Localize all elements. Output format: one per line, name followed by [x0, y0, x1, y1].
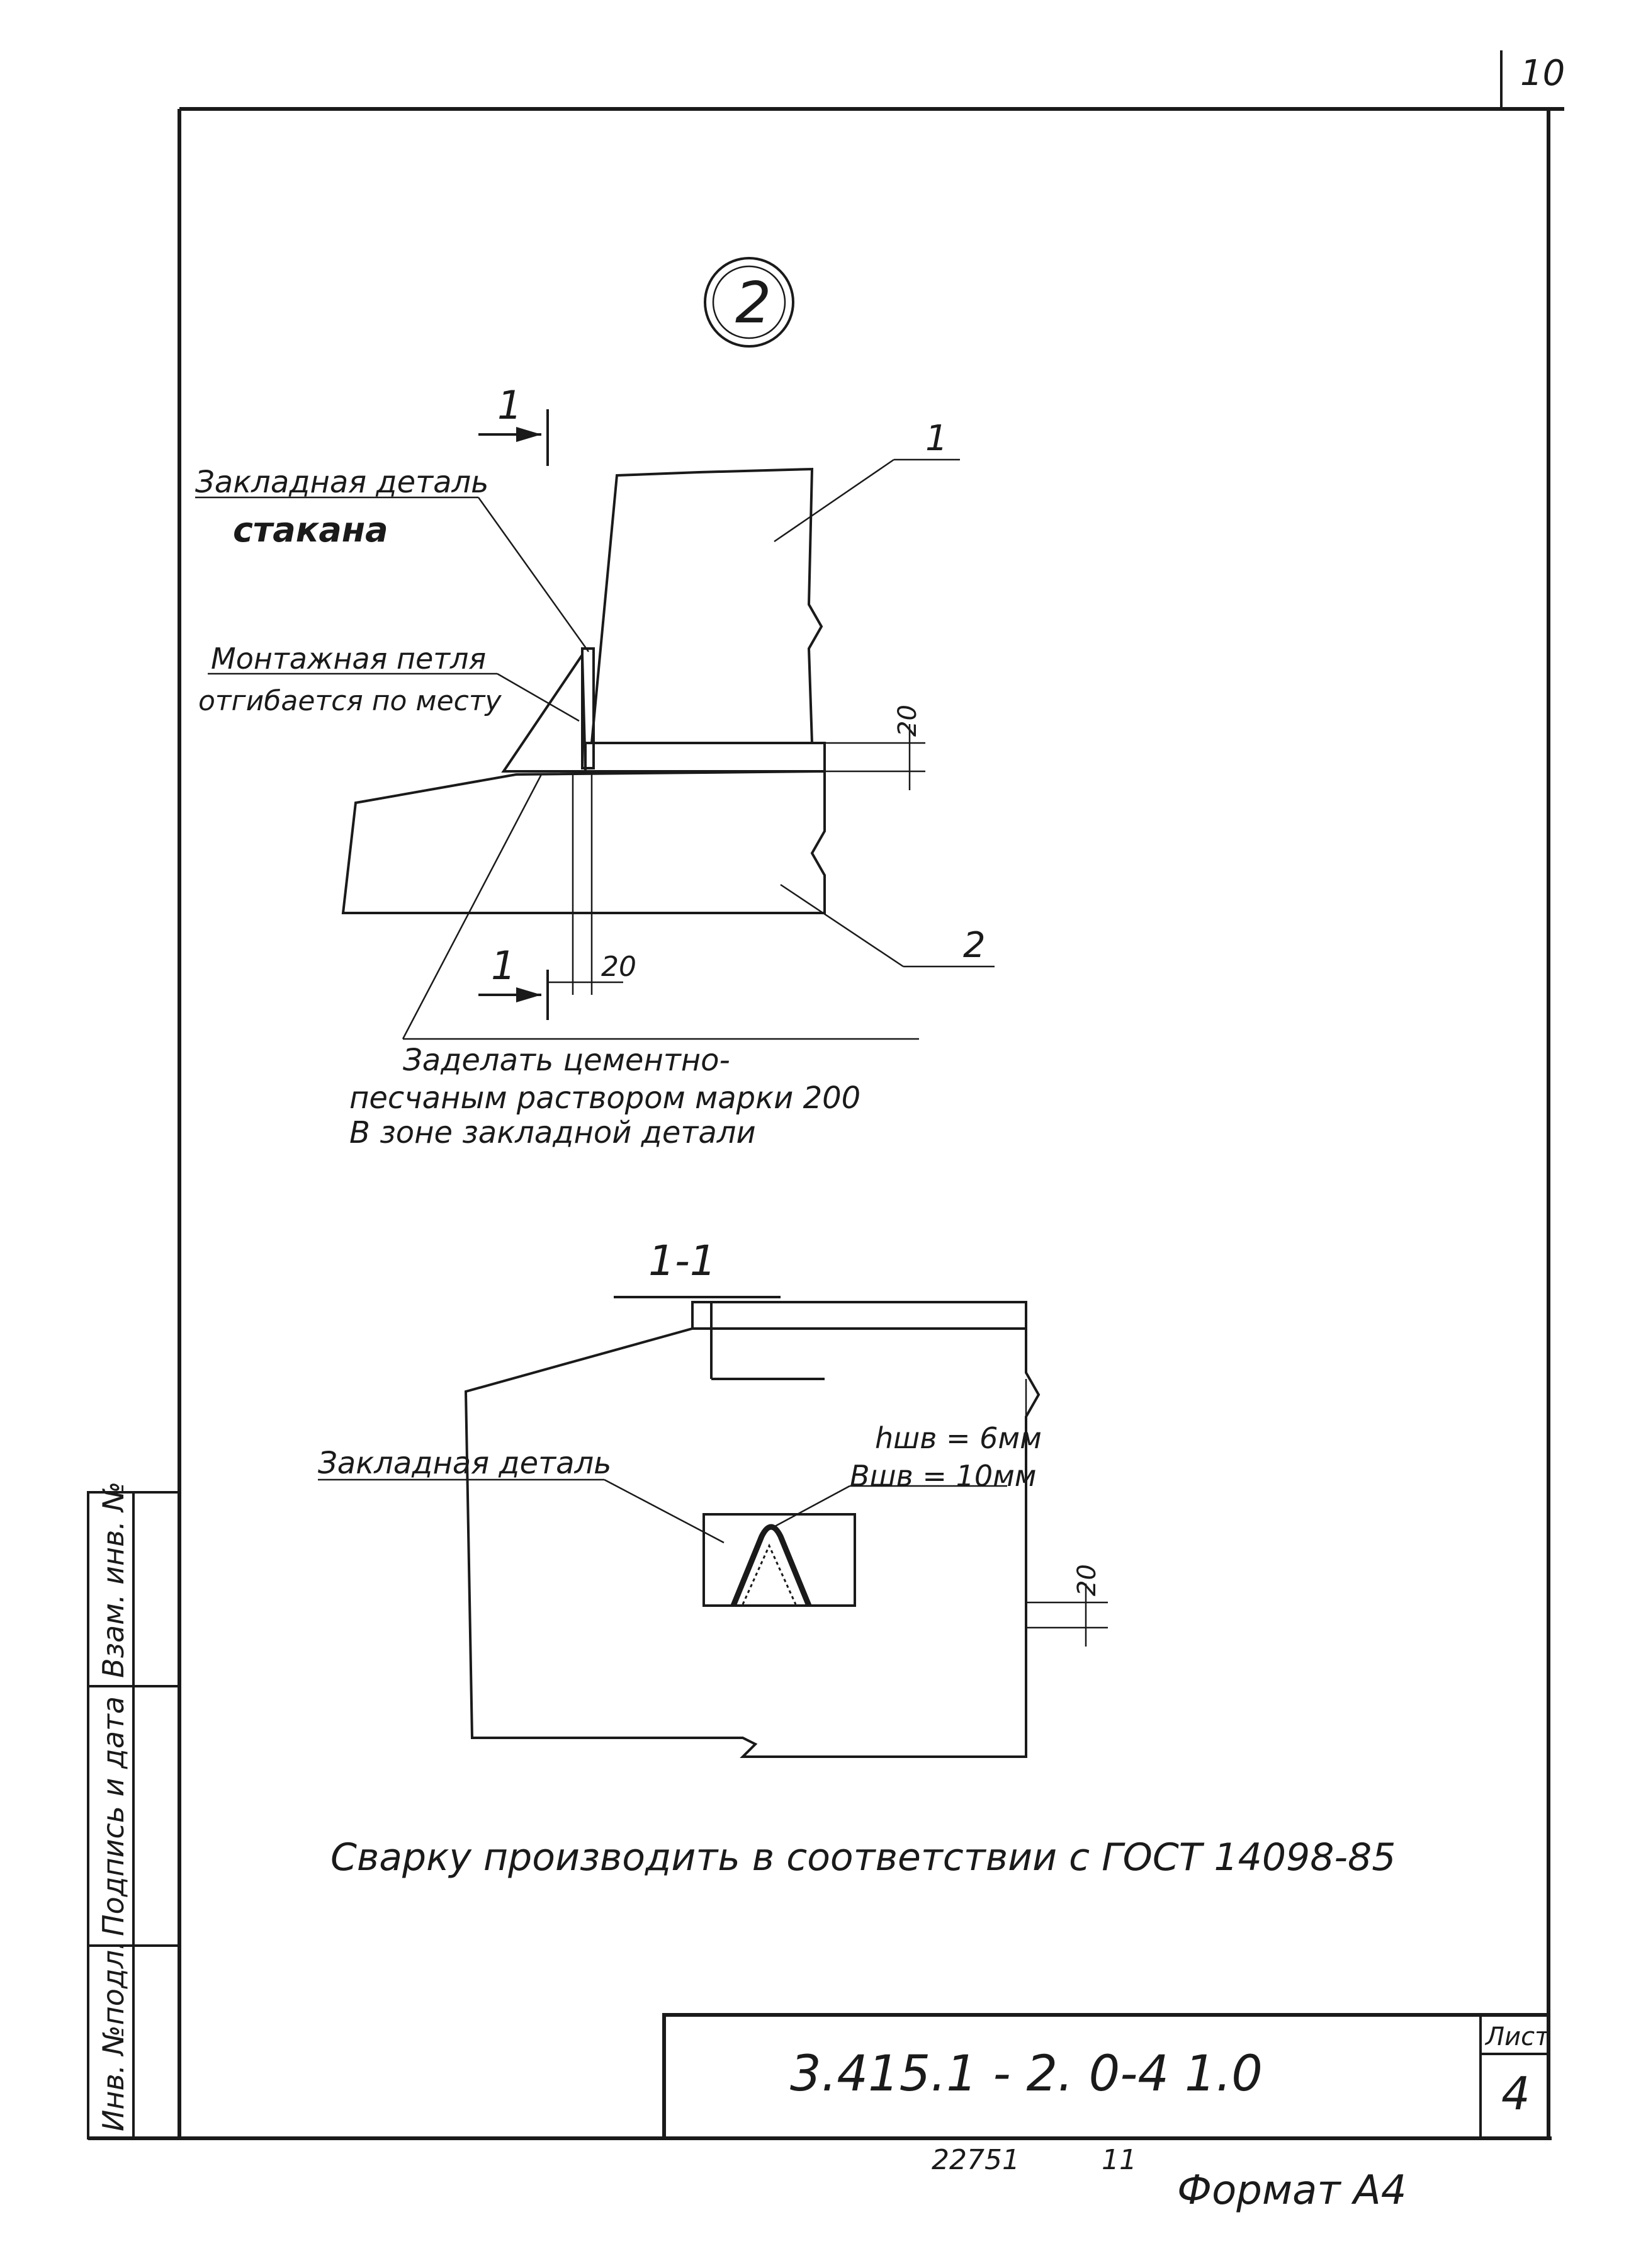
sheet-number: 4 [1501, 2067, 1530, 2120]
label-loop-bend: отгибается по месту [198, 685, 502, 717]
dim-joint-detail: 20 [893, 705, 922, 737]
label-embedded-cup: стакана [233, 510, 388, 550]
bottom-code: 22751 [932, 2144, 1020, 2176]
stamp-inv-orig: Инв. №подл. [96, 1941, 130, 2131]
stamp-sign-date: Подпись и дата [96, 1696, 130, 1936]
label-embedded-part: Закладная деталь [195, 465, 489, 500]
section-mark-top: 1 [497, 382, 522, 428]
label-fill-2: песчаным раствором марки 200 [349, 1080, 861, 1116]
label-fill-1: Заделать цементно- [403, 1043, 730, 1078]
label-pos-1: 1 [925, 418, 948, 459]
weld-height: hшв = 6мм [875, 1421, 1042, 1455]
document-code: 3.415.1 - 2. 0-4 1.0 [790, 2046, 1263, 2102]
page-number: 10 [1520, 53, 1565, 94]
section-mark-bottom: 1 [491, 943, 516, 989]
label-pos-2: 2 [963, 925, 986, 966]
dim-gap: 20 [601, 951, 636, 983]
detail-marker-number: 2 [735, 270, 772, 336]
section-title: 1-1 [648, 1237, 716, 1285]
dim-joint-section: 20 [1073, 1564, 1102, 1596]
detail-drawing [195, 409, 995, 1039]
bottom-count: 11 [1102, 2144, 1137, 2176]
format-label: Формат А4 [1177, 2167, 1407, 2214]
section-embedded-label: Закладная деталь [318, 1446, 612, 1481]
label-loop: Монтажная петля [211, 642, 487, 676]
welding-note: Сварку производить в соответствии с ГОСТ 14098-85 [330, 1835, 1396, 1880]
stamp-replace-inv: Взам. инв. № [96, 1481, 130, 1678]
section-drawing [318, 1302, 1108, 1757]
weld-width: Вшв = 10мм [850, 1459, 1037, 1493]
label-fill-3: В зоне закладной детали [349, 1115, 756, 1150]
sheet-label: Лист [1486, 2022, 1550, 2051]
